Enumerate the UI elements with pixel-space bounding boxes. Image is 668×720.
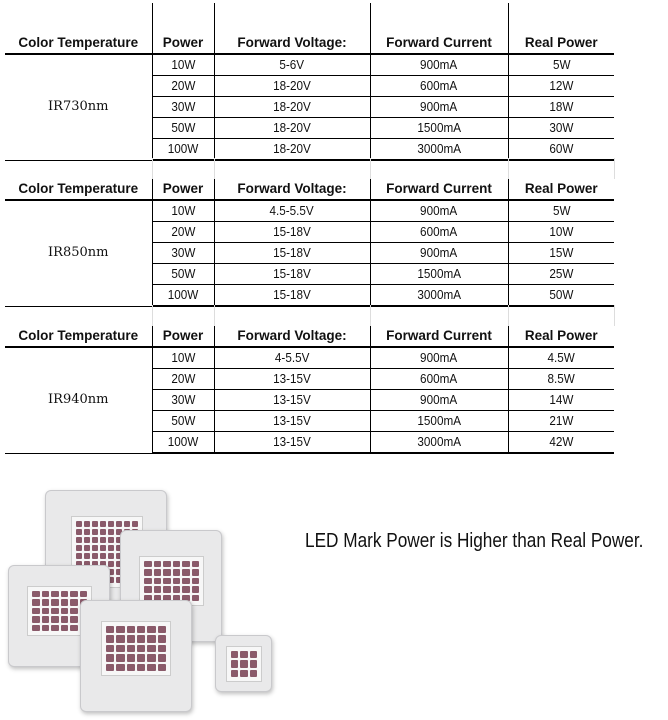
cell-value: 10W (170, 203, 196, 218)
column-header: Forward Voltage: (214, 3, 370, 54)
led-emitter (76, 521, 82, 527)
led-emitter (144, 561, 152, 567)
table-cell (214, 390, 370, 411)
led-emitter (154, 586, 162, 592)
led-emitter (192, 586, 200, 592)
table-cell (370, 139, 508, 161)
cell-value: 8.5W (547, 371, 575, 386)
led-chips-image (0, 470, 300, 720)
led-emitter (76, 545, 82, 551)
cell-value: 3000mA (417, 434, 461, 449)
column-header: Power (152, 326, 214, 347)
column-header: Real Power (508, 179, 614, 200)
color-temperature: IR850nm (5, 200, 152, 306)
table-cell (370, 369, 508, 390)
led-emitter (137, 635, 145, 642)
column-header: Power (152, 179, 214, 200)
led-emitter (182, 569, 190, 575)
table-cell (152, 97, 214, 118)
led-emitter (250, 660, 257, 667)
cell-value: 15W (549, 245, 574, 260)
cell-value: 14W (549, 392, 574, 407)
cell-value: 25W (549, 266, 574, 281)
cell-value: 15-18V (273, 224, 311, 239)
cell-value: 5W (552, 203, 571, 218)
cell-value: 50W (549, 287, 574, 302)
led-emitter (116, 654, 124, 661)
led-emitter (250, 651, 257, 658)
table-cell (508, 347, 614, 369)
cell-value: 42W (549, 434, 574, 449)
led-emitter (137, 626, 145, 633)
cell-value: 1500mA (417, 120, 461, 135)
led-emitter (124, 521, 130, 527)
color-temperature: IR730nm (5, 54, 152, 160)
cell-value: 900mA (420, 203, 458, 218)
column-header: Color Temperature (5, 179, 152, 200)
cell-value: 100W (167, 434, 199, 449)
cell-value: 30W (170, 99, 196, 114)
cell-value: 30W (549, 120, 574, 135)
led-emitter (137, 645, 145, 652)
cell-value: 20W (170, 371, 196, 386)
led-emitter (100, 537, 106, 543)
led-emitter (163, 586, 171, 592)
led-emitter (61, 599, 69, 605)
led-emitter (173, 561, 181, 567)
led-emitter (61, 625, 69, 631)
led-emitter (76, 529, 82, 535)
led-emitter (92, 545, 98, 551)
led-emitter (182, 578, 190, 584)
table-cell (508, 264, 614, 285)
led-emitter (116, 664, 124, 671)
led-chip (80, 600, 192, 712)
led-emitter (144, 569, 152, 575)
led-emitter (132, 521, 138, 527)
table-row (5, 54, 614, 76)
column-header: Forward Voltage: (214, 326, 370, 347)
led-emitter (192, 595, 200, 601)
table-cell (370, 97, 508, 118)
header-row (5, 3, 614, 54)
led-emitter (144, 578, 152, 584)
table-cell (214, 54, 370, 76)
led-emitter (108, 561, 114, 567)
table-cell (508, 54, 614, 76)
cell-value: 10W (170, 57, 196, 72)
cell-value: 5W (552, 57, 571, 72)
cell-value: 15-18V (273, 287, 311, 302)
table-cell (152, 390, 214, 411)
led-emitter (147, 664, 155, 671)
cell-value: 4.5-5.5V (269, 203, 315, 218)
led-die (101, 621, 171, 676)
cell-value: 60W (549, 141, 574, 156)
led-emitter (32, 591, 40, 597)
led-emitter (106, 626, 114, 633)
cell-value: 18W (549, 99, 574, 114)
table-cell (370, 200, 508, 222)
led-emitter (158, 626, 166, 633)
cell-value: 18-20V (273, 120, 311, 135)
table-cell (152, 432, 214, 454)
led-emitter (32, 608, 40, 614)
cell-value: 50W (170, 266, 196, 281)
led-emitter (108, 521, 114, 527)
led-emitter (116, 626, 124, 633)
table-row (5, 347, 614, 369)
cell-value: 900mA (420, 392, 458, 407)
led-emitter (92, 529, 98, 535)
table-cell (370, 347, 508, 369)
power-note: LED Mark Power is Higher than Real Power. (305, 530, 644, 552)
cell-value: 18-20V (273, 78, 311, 93)
cell-value: 600mA (420, 224, 458, 239)
led-emitter (108, 529, 114, 535)
cell-value: 13-15V (273, 392, 311, 407)
cell-value: 13-15V (273, 413, 311, 428)
table-cell (370, 432, 508, 454)
table-cell (508, 222, 614, 243)
cell-value: 12W (549, 78, 574, 93)
led-emitter (240, 660, 247, 667)
table-cell (214, 139, 370, 161)
cell-value: 15-18V (273, 245, 311, 260)
led-emitter (147, 645, 155, 652)
table-cell (152, 369, 214, 390)
led-emitter (42, 599, 50, 605)
led-emitter (137, 654, 145, 661)
led-emitter (154, 578, 162, 584)
spec-table (5, 3, 614, 161)
table-cell (508, 243, 614, 264)
led-emitter (70, 591, 78, 597)
led-emitter (158, 645, 166, 652)
led-emitter (127, 645, 135, 652)
table-cell (214, 118, 370, 139)
led-emitter (127, 664, 135, 671)
cell-value: 100W (167, 287, 199, 302)
table-cell (152, 243, 214, 264)
led-emitter (154, 569, 162, 575)
led-emitter (192, 578, 200, 584)
table-cell (214, 222, 370, 243)
column-header: Color Temperature (5, 326, 152, 347)
cell-value: 50W (170, 413, 196, 428)
cell-value: 10W (170, 350, 196, 365)
led-die (139, 556, 204, 606)
header-row (5, 179, 614, 200)
led-emitter (158, 654, 166, 661)
column-header: Forward Voltage: (214, 179, 370, 200)
table-cell (214, 200, 370, 222)
led-emitter (158, 664, 166, 671)
table-cell (214, 264, 370, 285)
led-emitter (192, 569, 200, 575)
table-cell (214, 76, 370, 97)
cell-value: 3000mA (417, 141, 461, 156)
led-emitter (127, 654, 135, 661)
led-emitter (127, 626, 135, 633)
table-cell (214, 347, 370, 369)
led-die (226, 646, 262, 682)
led-emitter (32, 625, 40, 631)
table-cell (508, 118, 614, 139)
cell-value: 15-18V (273, 266, 311, 281)
table-cell (370, 390, 508, 411)
led-emitter (80, 591, 88, 597)
cell-value: 21W (549, 413, 574, 428)
led-emitter (100, 521, 106, 527)
spec-table (5, 326, 614, 454)
cell-value: 10W (549, 224, 574, 239)
led-emitter (173, 569, 181, 575)
table-cell (152, 200, 214, 222)
led-emitter (108, 537, 114, 543)
column-header: Color Temperature (5, 3, 152, 54)
led-emitter (70, 608, 78, 614)
led-emitter (92, 521, 98, 527)
table-cell (508, 139, 614, 161)
led-emitter (84, 521, 90, 527)
led-emitter (70, 599, 78, 605)
table-cell (152, 411, 214, 432)
table-cell (370, 118, 508, 139)
table-cell (152, 139, 214, 161)
led-emitter (51, 591, 59, 597)
table-cell (370, 411, 508, 432)
led-emitter (32, 616, 40, 622)
cell-value: 18-20V (273, 99, 311, 114)
led-emitter (192, 561, 200, 567)
led-emitter (84, 537, 90, 543)
table-cell (152, 347, 214, 369)
led-emitter (51, 608, 59, 614)
led-emitter (137, 664, 145, 671)
table-cell (508, 200, 614, 222)
led-emitter (154, 561, 162, 567)
led-emitter (116, 635, 124, 642)
led-emitter (92, 553, 98, 559)
led-emitter (116, 645, 124, 652)
led-emitter (108, 553, 114, 559)
led-emitter (76, 553, 82, 559)
led-emitter (163, 578, 171, 584)
led-emitter (231, 651, 238, 658)
led-emitter (147, 626, 155, 633)
led-emitter (100, 529, 106, 535)
cell-value: 5-6V (279, 57, 305, 72)
cell-value: 30W (170, 392, 196, 407)
led-emitter (106, 635, 114, 642)
led-emitter (147, 654, 155, 661)
table-cell (214, 369, 370, 390)
cell-value: 4.5W (547, 350, 575, 365)
led-emitter (158, 635, 166, 642)
spec-table (5, 179, 614, 307)
cell-value: 600mA (420, 371, 458, 386)
table-cell (508, 432, 614, 454)
led-emitter (42, 625, 50, 631)
table-cell (508, 369, 614, 390)
table-cell (152, 54, 214, 76)
spacer-row (5, 158, 614, 179)
cell-value: 13-15V (273, 434, 311, 449)
led-emitter (61, 591, 69, 597)
cell-value: 3000mA (417, 287, 461, 302)
led-emitter (182, 561, 190, 567)
color-temperature: IR940nm (5, 347, 152, 453)
column-header: Real Power (508, 3, 614, 54)
led-emitter (100, 553, 106, 559)
led-emitter (61, 608, 69, 614)
cell-value: 20W (170, 78, 196, 93)
table-cell (152, 222, 214, 243)
led-emitter (70, 625, 78, 631)
cell-value: 50W (170, 120, 196, 135)
table-cell (370, 54, 508, 76)
led-emitter (84, 529, 90, 535)
led-emitter (92, 537, 98, 543)
led-emitter (100, 545, 106, 551)
led-emitter (144, 586, 152, 592)
header-row (5, 326, 614, 347)
cell-value: 1500mA (417, 266, 461, 281)
led-emitter (106, 645, 114, 652)
column-header: Power (152, 3, 214, 54)
cell-value: 900mA (420, 350, 458, 365)
led-emitter (231, 670, 238, 677)
table-cell (370, 76, 508, 97)
led-emitter (116, 521, 122, 527)
cell-value: 20W (170, 224, 196, 239)
table-cell (152, 118, 214, 139)
led-emitter (51, 616, 59, 622)
led-emitter (147, 635, 155, 642)
led-emitter (61, 616, 69, 622)
cell-value: 4-5.5V (274, 350, 310, 365)
led-emitter (42, 616, 50, 622)
cell-value: 13-15V (273, 371, 311, 386)
led-emitter (70, 616, 78, 622)
table-cell (214, 285, 370, 307)
led-emitter (163, 569, 171, 575)
table-cell (508, 76, 614, 97)
table-cell (214, 432, 370, 454)
cell-value: 900mA (420, 99, 458, 114)
led-emitter (127, 635, 135, 642)
led-emitter (163, 561, 171, 567)
table-cell (508, 285, 614, 307)
led-emitter (106, 664, 114, 671)
cell-value: 900mA (420, 245, 458, 260)
table-cell (508, 411, 614, 432)
led-emitter (106, 654, 114, 661)
led-emitter (231, 660, 238, 667)
led-emitter (250, 670, 257, 677)
led-emitter (182, 586, 190, 592)
led-emitter (42, 591, 50, 597)
led-emitter (51, 599, 59, 605)
column-header: Real Power (508, 326, 614, 347)
led-emitter (240, 670, 247, 677)
table-cell (508, 97, 614, 118)
led-chip (215, 635, 272, 692)
spacer-row (5, 305, 614, 326)
led-emitter (84, 553, 90, 559)
table-cell (508, 390, 614, 411)
cell-value: 18-20V (273, 141, 311, 156)
cell-value: 1500mA (417, 413, 461, 428)
led-emitter (173, 578, 181, 584)
cell-value: 100W (167, 141, 199, 156)
table-cell (152, 264, 214, 285)
column-header: Forward Current (370, 3, 508, 54)
table-cell (370, 222, 508, 243)
column-header: Forward Current (370, 179, 508, 200)
cell-value: 900mA (420, 57, 458, 72)
table-cell (214, 243, 370, 264)
column-header: Forward Current (370, 326, 508, 347)
led-emitter (51, 625, 59, 631)
led-emitter (173, 586, 181, 592)
led-emitter (108, 545, 114, 551)
cell-value: 30W (170, 245, 196, 260)
table-row (5, 200, 614, 222)
table-cell (214, 97, 370, 118)
led-emitter (32, 599, 40, 605)
table-cell (370, 285, 508, 307)
cell-value: 600mA (420, 78, 458, 93)
led-emitter (42, 608, 50, 614)
led-emitter (76, 537, 82, 543)
table-cell (152, 285, 214, 307)
led-emitter (84, 545, 90, 551)
table-cell (370, 264, 508, 285)
table-cell (370, 243, 508, 264)
led-emitter (240, 651, 247, 658)
table-cell (214, 411, 370, 432)
table-cell (152, 76, 214, 97)
